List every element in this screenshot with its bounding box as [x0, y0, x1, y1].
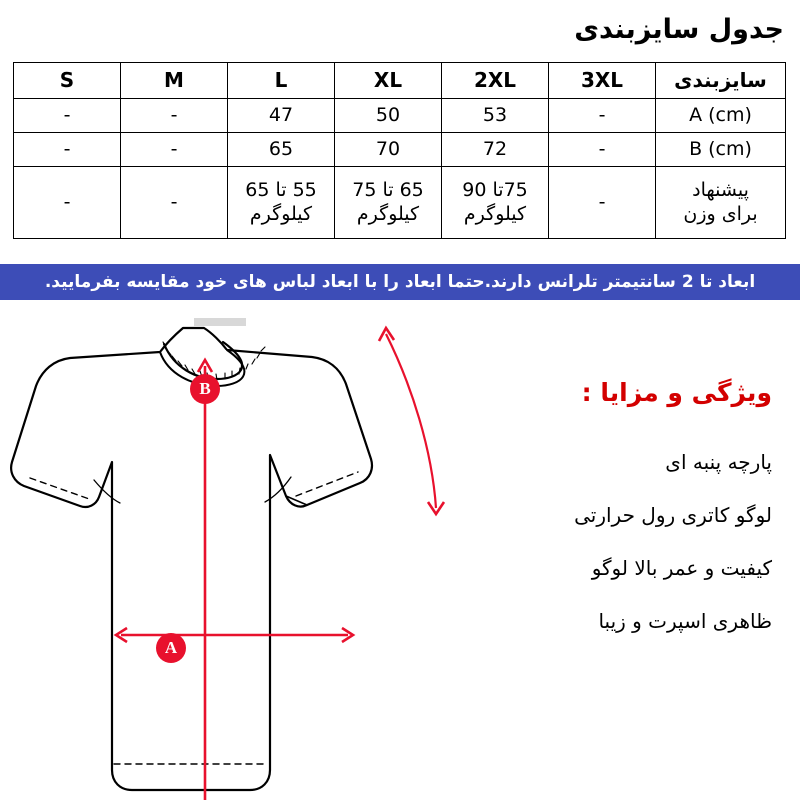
tolerance-notice: ابعاد تا 2 سانتیمتر تلرانس دارند.حتما ابعاد را با ابعاد لباس های خود مقایسه بفرمایید. [0, 264, 800, 300]
measurement-badge-b: B [190, 374, 220, 404]
tshirt-illustration-svg [8, 300, 478, 800]
feature-item-2: لوگو کاتری رول حرارتی [574, 503, 772, 527]
cell-b-s: - [14, 133, 121, 167]
cell-b-m: - [121, 133, 228, 167]
row-label-weight [656, 167, 786, 239]
table-row [14, 167, 786, 239]
size-table-container [14, 62, 786, 239]
table-header-row [14, 63, 786, 99]
cell-weight-xl [335, 167, 442, 239]
cell-weight-2xl-line2: کیلوگرم [463, 202, 527, 225]
page-title: جدول سایزبندی [574, 14, 784, 45]
table-row [14, 133, 786, 167]
feature-item-1: پارچه پنبه ای [665, 450, 772, 474]
row-label-b: B (cm) [656, 133, 786, 167]
cell-b-2xl: 72 [442, 133, 549, 167]
measurement-badge-a: A [156, 633, 186, 663]
cell-weight-l-line2: کیلوگرم [249, 202, 313, 225]
header-size-xl: XL [335, 63, 442, 99]
table-row [14, 99, 786, 133]
cell-a-xl: 50 [335, 99, 442, 133]
cell-a-l: 47 [228, 99, 335, 133]
features-heading: ویژگی و مزایا : [581, 378, 772, 407]
cell-a-s: - [14, 99, 121, 133]
cell-weight-l-line1: 55 تا 65 [245, 178, 317, 201]
row-label-weight-line2: برای وزن [683, 202, 758, 225]
feature-item-4: ظاهری اسپرت و زیبا [598, 609, 772, 633]
cell-b-3xl: - [549, 133, 656, 167]
cell-weight-m: - [121, 167, 228, 239]
cell-a-m: - [121, 99, 228, 133]
cell-b-l: 65 [228, 133, 335, 167]
row-label-weight-line1: پیشنهاد [692, 178, 749, 201]
header-size-m: M [121, 63, 228, 99]
header-size-s: S [14, 63, 121, 99]
cell-a-2xl: 53 [442, 99, 549, 133]
cell-weight-l [228, 167, 335, 239]
feature-item-3: کیفیت و عمر بالا لوگو [591, 556, 772, 580]
cell-a-3xl: - [549, 99, 656, 133]
tshirt-diagram [8, 300, 478, 800]
size-table [13, 62, 786, 239]
cell-weight-xl-line2: کیلوگرم [356, 202, 420, 225]
cell-weight-2xl [442, 167, 549, 239]
cell-b-xl: 70 [335, 133, 442, 167]
row-label-a: A (cm) [656, 99, 786, 133]
cell-weight-2xl-line1: 75تا 90 [462, 178, 528, 201]
header-size-3xl: 3XL [549, 63, 656, 99]
cell-weight-s: - [14, 167, 121, 239]
header-size-2xl: 2XL [442, 63, 549, 99]
cell-weight-3xl: - [549, 167, 656, 239]
header-size-label: سایزبندی [656, 63, 786, 99]
cell-weight-xl-line1: 65 تا 75 [352, 178, 424, 201]
header-size-l: L [228, 63, 335, 99]
